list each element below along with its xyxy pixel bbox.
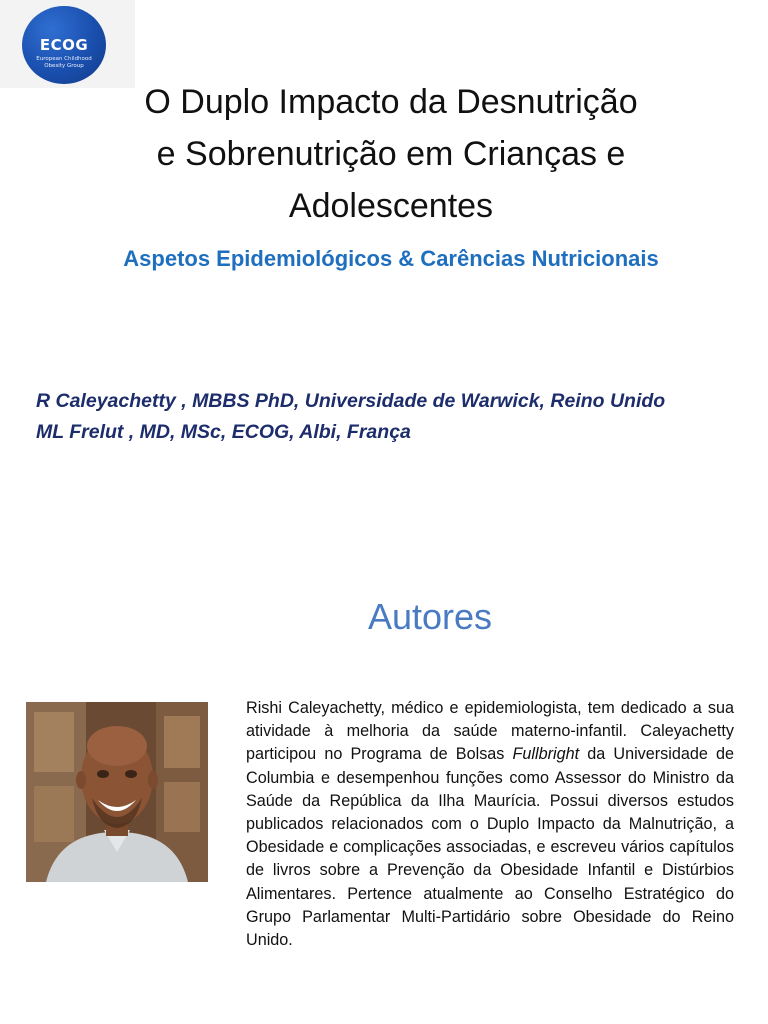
ecog-logo bbox=[22, 6, 106, 84]
authors-heading: Autores bbox=[367, 596, 493, 637]
title-line-2: e Sobrenutrição em Crianças e bbox=[156, 135, 626, 173]
logo-area bbox=[0, 0, 135, 88]
title-line-1: O Duplo Impacto da Desnutrição bbox=[144, 83, 638, 121]
title-line-3: Adolescentes bbox=[288, 187, 494, 225]
logo-subtitle-line2: Obesity Group bbox=[44, 63, 84, 69]
author-photo-illustration bbox=[26, 702, 208, 882]
bio-fellowship-name: Fullbright bbox=[512, 745, 580, 764]
author-line-2: ML Frelut , MD, MSc, ECOG, Albi, França bbox=[36, 421, 411, 443]
bio-text-part1: Rishi Caleyachetty, médico e epidemiologista, tem dedicado a sua atividade à melhoria da saúde materno-infantil. Caleyachetty participou no Programa de Bolsas bbox=[246, 699, 734, 764]
page-title bbox=[60, 76, 722, 232]
logo-name: ECOG bbox=[39, 36, 89, 54]
bio-text-part2: da Universidade de Columbia e desempenhou funções como Assessor do Ministro da Saúde da República da Ilha Maurícia. Possui diversos estudos publicados relacionados com o Duplo Impacto da Malnutrição, a Obesidade e complicações associadas, e escreveu vários capítulos de livros sobre a Prevenção da Obesidade Infantil e Distúrbios Alimentares. Pertence atualmente ao Conselho Estratégico do Grupo Parlamentar Multi-Partidário sobre Obesidade do Reino Unido. bbox=[246, 745, 734, 950]
author-bio bbox=[246, 697, 734, 952]
page-subtitle: Aspetos Epidemiológicos & Carências Nutricionais bbox=[123, 246, 659, 271]
authors-list bbox=[36, 386, 756, 448]
author-line-1: R Caleyachetty , MBBS PhD, Universidade de Warwick, Reino Unido bbox=[36, 390, 666, 412]
logo-subtitle-line1: European Childhood bbox=[36, 56, 92, 62]
author-photo bbox=[26, 702, 208, 882]
logo-subtitle bbox=[28, 56, 100, 70]
